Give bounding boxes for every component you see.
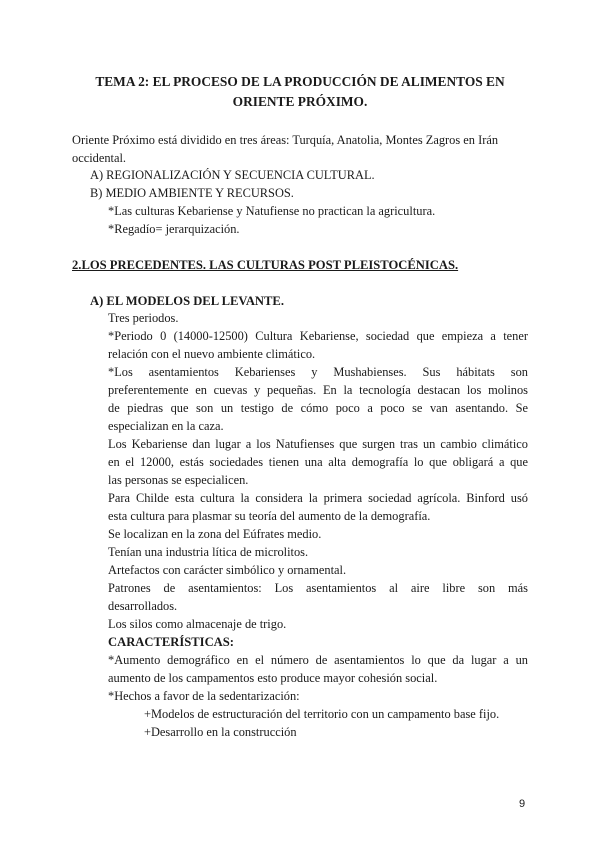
title-line-2: ORIENTE PRÓXIMO. xyxy=(232,94,368,109)
section-heading: 2.LOS PRECEDENTES. LAS CULTURAS POST PLEISTOCÉNICAS. xyxy=(72,258,459,272)
intro-note-2: *Regadío= jerarquización. xyxy=(108,222,240,236)
page-number: 9 xyxy=(519,798,526,810)
sub-item: +Desarrollo en la construcción xyxy=(144,725,297,739)
characteristics-line: aumento de los campamentos esto produce mayor cohesión social. xyxy=(108,671,438,685)
body-line: de piedras que son un testigo de cómo poco a poco se van asentando. Se xyxy=(108,401,528,415)
body-line: Tres periodos. xyxy=(108,311,179,325)
body-line: las personas se especialicen. xyxy=(108,473,249,487)
sub-item: +Modelos de estructuración del territorio con un campamento base fijo. xyxy=(144,707,500,721)
body-line: Artefactos con carácter simbólico y ornamental. xyxy=(108,563,347,577)
body-line: en el 12000, estás sociedades tienen una alta demografía lo que obligará a que xyxy=(108,455,528,469)
title-line-1: TEMA 2: EL PROCESO DE LA PRODUCCIÓN DE ALIMENTOS EN xyxy=(95,74,505,89)
intro-line-2: occidental. xyxy=(72,151,127,165)
subsection-heading: A) EL MODELOS DEL LEVANTE. xyxy=(90,294,284,308)
body-line: Para Childe esta cultura la considera la primera sociedad agrícola. Binford usó xyxy=(108,491,528,505)
body-line: desarrollados. xyxy=(108,599,178,613)
body-line: esta cultura para plasmar su teoría del aumento de la demografía. xyxy=(108,509,431,523)
characteristics-line: *Aumento demográfico en el número de asentamientos lo que da lugar a un xyxy=(108,653,528,667)
intro-item-b: B) MEDIO AMBIENTE Y RECURSOS. xyxy=(90,186,294,200)
body-line: especializan en la caza. xyxy=(108,419,224,433)
body-line: Se localizan en la zona del Eúfrates medio. xyxy=(108,527,322,541)
body-line: *Periodo 0 (14000-12500) Cultura Kebariense, sociedad que empieza a tener xyxy=(108,329,528,343)
intro-item-a: A) REGIONALIZACIÓN Y SECUENCIA CULTURAL. xyxy=(90,168,375,182)
characteristics-heading: CARACTERÍSTICAS: xyxy=(108,635,234,649)
body-line: Los silos como almacenaje de trigo. xyxy=(108,617,287,631)
body-line: Tenían una industria lítica de microlitos. xyxy=(108,545,309,559)
body-line: Los Kebariense dan lugar a los Natufienses que surgen tras un cambio climático xyxy=(108,437,528,451)
intro-line-1: Oriente Próximo está dividido en tres áreas: Turquía, Anatolia, Montes Zagros en Irán xyxy=(72,133,499,147)
document-title xyxy=(70,72,530,112)
body-line: *Los asentamientos Kebarienses y Mushabienses. Sus hábitats son xyxy=(108,365,528,379)
body-line: relación con el nuevo ambiente climático. xyxy=(108,347,316,361)
intro-note-1: *Las culturas Kebariense y Natufiense no practican la agricultura. xyxy=(108,204,436,218)
body-line: preferentemente en cuevas y pequeñas. En la tecnología destacan los molinos xyxy=(108,383,528,397)
characteristics-line: *Hechos a favor de la sedentarización: xyxy=(108,689,300,703)
body-line: Patrones de asentamientos: Los asentamientos al aire libre son más xyxy=(108,581,528,595)
